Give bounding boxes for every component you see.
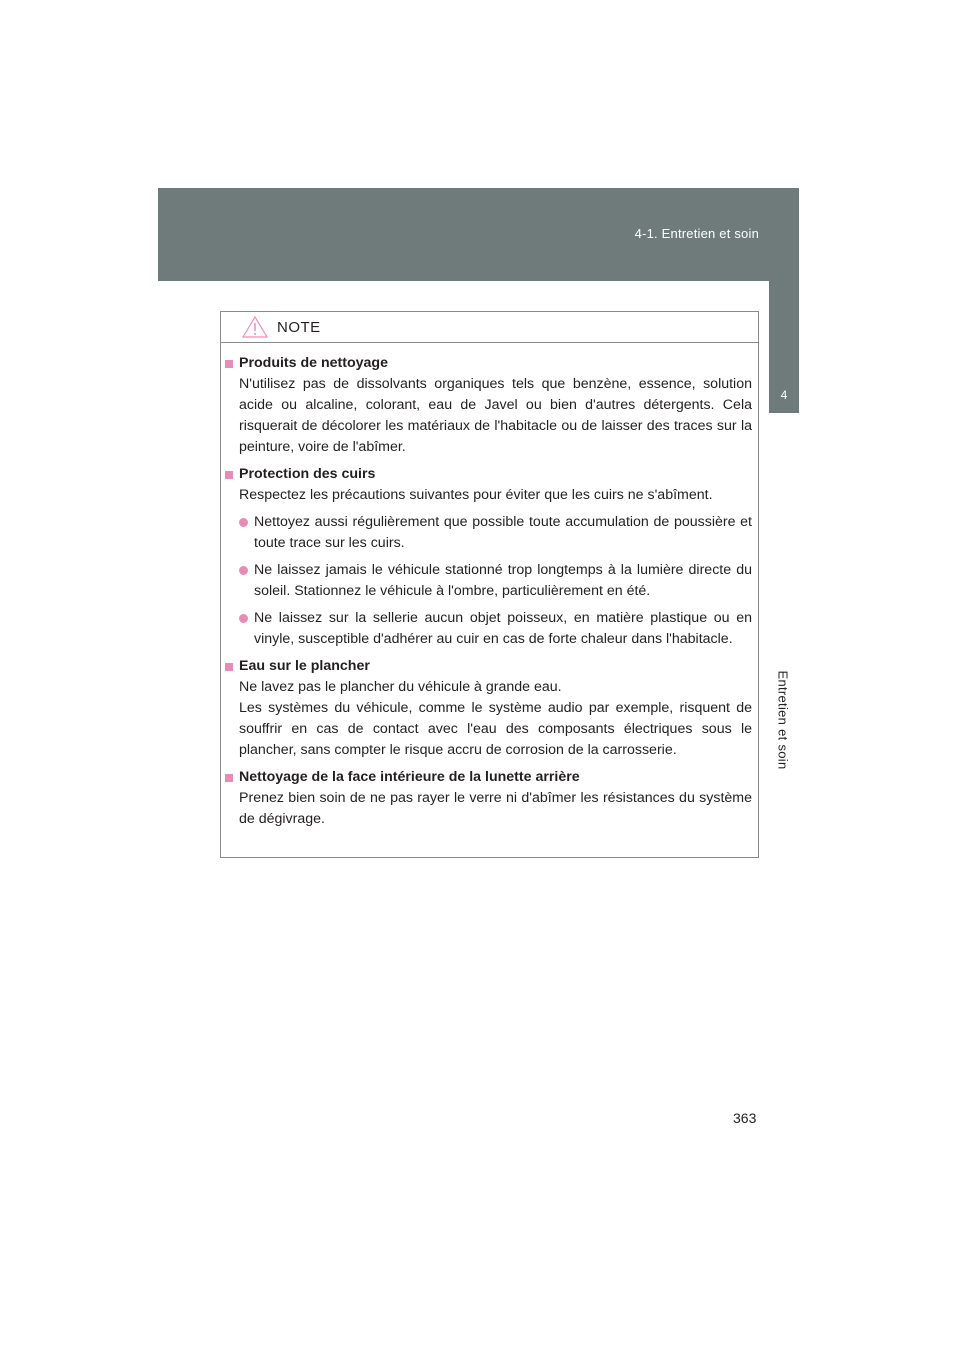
heading-text: Produits de nettoyage [239, 355, 388, 371]
list-item-text: Ne laissez sur la sellerie aucun objet poisseux, en matière plastique ou en vinyle, susceptible d'adhérer au cuir en cas de forte chaleur dans l'habitacle. [254, 610, 752, 647]
header-band [158, 188, 799, 281]
note-title: NOTE [277, 318, 321, 336]
note-header [221, 312, 758, 343]
list-item [225, 512, 752, 554]
square-bullet-icon [225, 471, 233, 479]
section-paragraph: N'utilisez pas de dissolvants organiques tels que benzène, essence, solution acide ou alcaline, colorant, eau de Javel ou bien d'autres détergents. Cela risquerait de décolorer les matériaux de l'habitacle ou de laisser des traces sur la peinture, voire de l'abîmer. [239, 376, 752, 455]
section-heading [225, 656, 752, 677]
paragraph-line: Ne lavez pas le plancher du véhicule à grande eau. [239, 679, 562, 695]
section-heading [225, 464, 752, 485]
section-paragraph: Prenez bien soin de ne pas rayer le verre ni d'abîmer les résistances du système de dégivrage. [239, 790, 752, 827]
heading-text: Eau sur le plancher [239, 658, 370, 674]
round-bullet-icon [239, 614, 248, 623]
page-number: 363 [733, 1110, 757, 1126]
square-bullet-icon [225, 360, 233, 368]
heading-text: Nettoyage de la face intérieure de la lunette arrière [239, 769, 580, 785]
square-bullet-icon [225, 663, 233, 671]
list-item [225, 608, 752, 650]
round-bullet-icon [239, 566, 248, 575]
side-tab-upper [769, 281, 799, 377]
chapter-number: 4 [769, 377, 799, 413]
heading-text: Protection des cuirs [239, 466, 376, 482]
note-body [221, 343, 758, 830]
section-paragraph [225, 677, 752, 761]
chapter-label: Entretien et soin [775, 670, 791, 770]
section-heading [225, 767, 752, 788]
list-item [225, 560, 752, 602]
section-title: 4-1. Entretien et soin [634, 226, 759, 241]
side-tab-label-area [769, 413, 799, 833]
paragraph-line: Les systèmes du véhicule, comme le système audio par exemple, risquent de souffrir en cas de contact avec l'eau des composants électriques sous le plancher, sans compter le risque accru de corrosion de la carrosserie. [239, 700, 752, 758]
list-item-text: Ne laissez jamais le véhicule stationné trop longtemps à la lumière directe du soleil. Stationnez le véhicule à l'ombre, particulièrement en été. [254, 562, 752, 599]
warning-triangle-icon [241, 315, 269, 339]
note-box [220, 311, 759, 858]
section-heading [225, 353, 752, 374]
section-paragraph: Respectez les précautions suivantes pour éviter que les cuirs ne s'abîment. [239, 487, 713, 503]
square-bullet-icon [225, 774, 233, 782]
round-bullet-icon [239, 518, 248, 527]
list-item-text: Nettoyez aussi régulièrement que possible toute accumulation de poussière et toute trace sur les cuirs. [254, 514, 752, 551]
